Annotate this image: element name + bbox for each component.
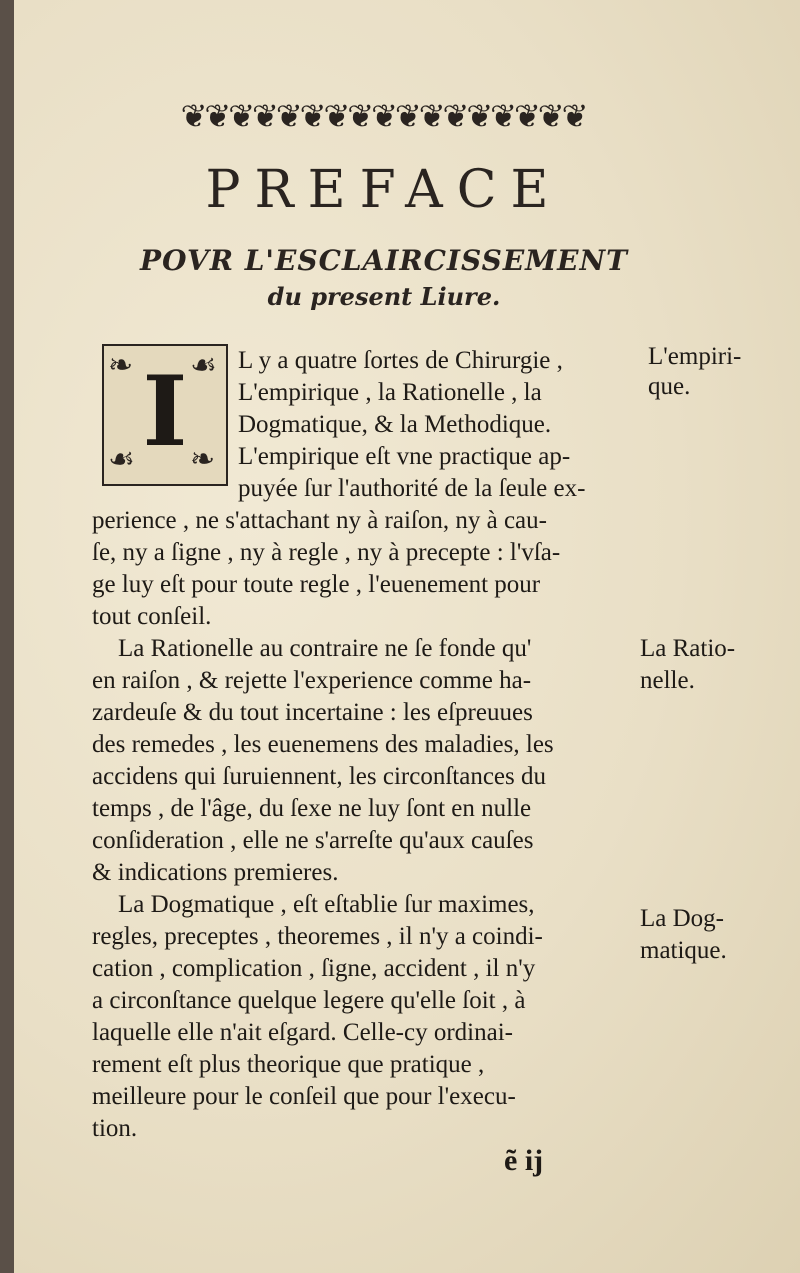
- text-line: ſe, ny a ſigne , ny à regle , ny à precepte : l'vſa-: [92, 539, 561, 566]
- leaf-ornament-icon: ❧: [108, 348, 134, 383]
- margin-note-dogmatique: La Dog-: [640, 905, 724, 932]
- leaf-ornament-icon: ❧: [190, 442, 216, 477]
- text-line: accidens qui ſuruiennent, les circonſtances du: [92, 763, 547, 790]
- text-line: meilleure pour le conſeil que pour l'execu-: [92, 1083, 516, 1110]
- decorative-headpiece: ❦❦❦❦❦❦❦❦❦❦❦❦❦❦❦❦❦: [180, 97, 586, 135]
- book-page: [14, 0, 800, 1273]
- margin-note-rationelle: La Ratio-: [640, 635, 736, 662]
- text-line: La Dogmatique , eſt eſtablie ſur maximes,: [118, 891, 535, 918]
- text-line: puyée ſur l'authorité de la ſeule ex-: [238, 475, 586, 502]
- text-line: regles, preceptes , theoremes , il n'y a coindi-: [92, 923, 543, 950]
- text-line: L'empirique , la Rationelle , la: [238, 379, 542, 406]
- text-line: des remedes , les euenemens des maladies, les: [92, 731, 554, 758]
- margin-note-empirique: L'empiri-: [648, 343, 742, 370]
- text-line: en raiſon , & rejette l'experience comme ha-: [92, 667, 532, 694]
- text-line: L y a quatre ſortes de Chirurgie ,: [238, 347, 563, 374]
- text-line: a circonſtance quelque legere qu'elle ſoit , à: [92, 987, 526, 1014]
- margin-note-empirique: que.: [648, 373, 691, 400]
- text-line: rement eſt plus theorique que pratique ,: [92, 1051, 485, 1078]
- text-line: La Rationelle au contraire ne ſe fonde qu': [118, 635, 532, 662]
- leaf-ornament-icon: ☙: [108, 442, 135, 477]
- margin-note-rationelle: nelle.: [640, 667, 695, 694]
- text-line: tout conſeil.: [92, 603, 212, 630]
- text-line: ge luy eſt pour toute regle , l'euenement pour: [92, 571, 541, 598]
- initial-letter: I: [142, 355, 188, 468]
- text-line: & indications premieres.: [92, 859, 339, 886]
- page-title: PREFACE: [205, 160, 563, 220]
- text-line: zardeuſe & du tout incertaine : les eſpreuues: [92, 699, 533, 726]
- text-line: cation , complication , ſigne, accident , il n'y: [92, 955, 536, 982]
- text-line: Dogmatique, & la Methodique.: [238, 411, 552, 438]
- text-line: L'empirique eſt vne practique ap-: [238, 443, 571, 470]
- margin-note-dogmatique: matique.: [640, 937, 727, 964]
- page-subtitle-line-2: du present Liure.: [267, 282, 501, 311]
- leaf-ornament-icon: ☙: [190, 348, 217, 383]
- text-line: laquelle elle n'ait eſgard. Celle-cy ordinai-: [92, 1019, 513, 1046]
- text-line: conſideration , elle ne s'arreſte qu'aux cauſes: [92, 827, 534, 854]
- text-line: temps , de l'âge, du ſexe ne luy ſont en nulle: [92, 795, 532, 822]
- decorated-initial: [102, 344, 228, 486]
- text-line: perience , ne s'attachant ny à raiſon, ny à cau-: [92, 507, 547, 534]
- text-line: tion.: [92, 1115, 138, 1142]
- page-subtitle: POVR L'ESCLAIRCISSEMENT: [140, 244, 628, 277]
- signature-mark: ẽ ij: [504, 1144, 544, 1177]
